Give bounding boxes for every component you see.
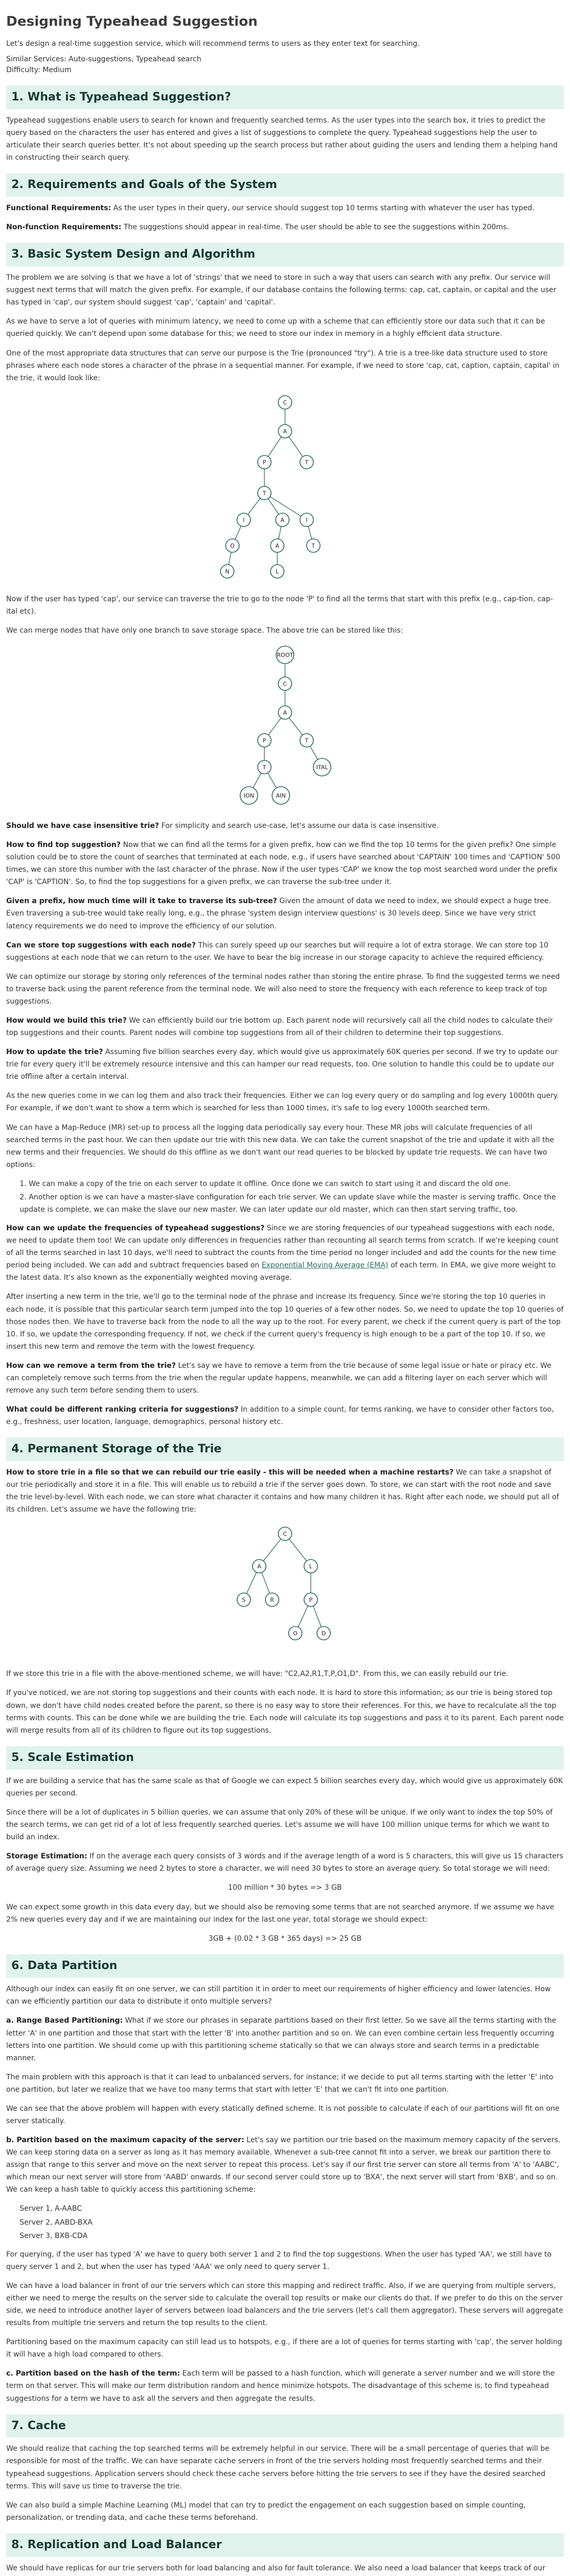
page-title: Designing Typeahead Suggestion: [6, 14, 258, 29]
svg-text:O: O: [293, 1630, 298, 1637]
trie-node: [258, 455, 271, 469]
svg-text:A: A: [257, 1563, 261, 1570]
section-heading-5: 5. Scale Estimation: [6, 1746, 564, 1770]
storage-trie-diagram: [6, 1522, 564, 1662]
trie-node: [278, 706, 292, 719]
paragraph: One of the most appropriate data structures that can serve our purpose is the Trie (pronounced "try"). A trie is a tree-like data structure used to store phrases where each node stores a character of the phrase in a sequential manner. For example, if we need to store 'cap, cat, caption, captain, capital' in the trie, it would look like:: [6, 349, 560, 382]
svg-text:ITAL: ITAL: [316, 764, 328, 771]
label: How can we update the frequencies of typeahead suggestions?: [6, 1224, 265, 1233]
svg-text:N: N: [225, 568, 230, 575]
section-heading-7: 7. Cache: [6, 2414, 564, 2438]
svg-text:I: I: [243, 516, 245, 523]
paragraph: Partitioning based on the maximum capacity can still lead us to hotspots, e.g., if there are a lot of queries for terms starting with 'cap', the server holding it will have a high load compared to others.: [6, 2338, 562, 2359]
svg-text:A: A: [275, 542, 279, 549]
paragraph: After inserting a new term in the trie, we'll go to the terminal node of the phrase and increase its frequency. Since we're storing the top 10 queries in each node, it is possible that this particular search term jumped into the top 10 queries of a few other nodes. So, we need to update the top 10 queries of those nodes then. We have to traverse back from the node to all the way up to the root. For every parent, we check if the current query is part of the top 10. If so, we update the corresponding frequency. If not, we check if the current query's frequency is high enough to be a part of the top 10. If so, we insert this new term and remove the term with the lowest frequency.: [6, 1293, 564, 1351]
label: Should we have case insensitive trie?: [6, 821, 159, 830]
trie-node: [265, 1593, 279, 1606]
difficulty: Difficulty: Medium: [6, 66, 72, 75]
label: How to update the trie?: [6, 1048, 103, 1057]
paragraph: How to store trie in a file so that we can rebuild our trie easily - this will be needed when a machine restarts? We can take a snapshot of our trie periodically and store it in a file. This will enable us to rebuild a trie if the server goes down. To store, we can start with the root node and save the trie level-by-level. With each node, we can store what character it contains and how many children it has. Right after each node, we should put all of its children. Let's assume we have the following trie:: [6, 1468, 559, 1514]
paragraph: Storage Estimation: If on the average each query consists of 3 words and if the average length of a word is 5 characters, this will give us 15 characters of average query size. Assuming we need 2 bytes to store a character, we will need 30 bytes to store an average query. So total storage we will need:: [6, 1852, 563, 1873]
label: How would we build this trie?: [6, 1016, 127, 1025]
paragraph: We should have replicas for our trie servers both for load balancing and also for fault tolerance. We also need a load balancer that keeps track of our: [6, 2564, 546, 2572]
trie-node: [272, 787, 290, 804]
label: Given a prefix, how much time will it take to traverse its sub-tree?: [6, 897, 277, 906]
svg-text:AIN: AIN: [276, 792, 286, 799]
svg-text:P: P: [262, 459, 266, 466]
merged-trie-svg: [187, 643, 383, 814]
svg-text:D: D: [321, 1630, 326, 1637]
paragraph: We can expect some growth in this data every day, but we should also be removing some terms that are not searched anymore. If we assume we have 2% new queries every day and if we are maintaining our index for the last one year, total storage we should expect:: [6, 1903, 555, 1924]
label: c. Partition based on the hash of the term:: [6, 2369, 180, 2378]
label: Can we store top suggestions with each node?: [6, 941, 196, 950]
svg-text:T: T: [262, 489, 266, 497]
paragraph: We can optimize our storage by storing only references of the terminal nodes rather than storing the entire phrase. To find the suggested terms we need to traverse back using the parent reference from the terminal node. We will also need to store the frequency with each reference to keep track of top suggestions.: [6, 972, 560, 1006]
server-range-list: [6, 2202, 564, 2242]
label: How can we remove a term from the trie?: [6, 1361, 176, 1370]
paragraph: We can have a load balancer in front of our trie servers which can store this mapping and redirect traffic. Also, if we are querying from multiple servers, either we need to merge the results on the server side to calculate the overall top results or make our clients do that. If we prefer to do this on the server side, we need to introduce another layer of servers between load balancers and the trie servers (let's call them aggregator). These servers will aggregate results from multiple trie servers and return the top results to the client.: [6, 2281, 563, 2328]
svg-text:C: C: [283, 399, 287, 406]
paragraph: If we are building a service that has the same scale as that of Google we can expect 5 billion searches every day, which would give us approximately 60K queries per second.: [6, 1776, 563, 1798]
trie-node: [271, 539, 284, 552]
paragraph: Now if the user has typed 'cap', our service can traverse the trie to go to the node 'P' to find all the terms that start with this prefix (e.g., cap-tion, cap-ital etc).: [6, 595, 554, 616]
storage-formula: 100 million * 30 bytes => 3 GB: [228, 1884, 342, 1892]
paragraph: If we store this trie in a file with the above-mentioned scheme, we will have: "C2,A2,R1,T,P,O1,D". From this, we can easily rebuild our trie.: [6, 1670, 509, 1679]
trie-node: [258, 486, 271, 500]
svg-text:A: A: [280, 516, 284, 523]
label: b. Partition based on the maximum capacity of the server:: [6, 2136, 244, 2145]
trie-node: [289, 1626, 302, 1640]
trie-node: [237, 513, 250, 527]
svg-text:T: T: [311, 542, 315, 549]
paragraph: We can also build a simple Machine Learning (ML) model that can try to predict the engagement on each suggestion based on simple counting, personalization, or trending data, and cache these terms beforehand.: [6, 2501, 526, 2522]
svg-text:R: R: [270, 1597, 274, 1604]
trie-node: [278, 1527, 292, 1540]
trie-node: [304, 1560, 317, 1573]
paragraph: Typeahead suggestions enable users to search for known and frequently searched terms. As the user types into the search box, it tries to predict the query based on the characters the user has entered and gives a list of suggestions to complete the query. Typeahead suggestions help the user to articulate their search queries better. It's not about speeding up the search process but rather about guiding the users and lending them a helping hand in constructing their search query.: [6, 116, 558, 162]
svg-text:T: T: [305, 459, 309, 466]
growth-formula: 3GB + (0.02 * 3 GB * 365 days) => 25 GB: [208, 1935, 362, 1943]
trie-node: [258, 734, 271, 747]
label: a. Range Based Partitioning:: [6, 2016, 123, 2025]
trie-diagram: [6, 391, 564, 587]
trie-node: [300, 734, 313, 747]
paragraph: The main problem with this approach is that it can lead to unbalanced servers, for instance; if we decide to put all terms starting with the letter 'E' into one partition, but later we realize that we have too many terms that start with letter 'E' that we can't fit into one partition.: [6, 2073, 554, 2094]
merged-trie-diagram: [6, 643, 564, 814]
svg-text:O: O: [230, 542, 235, 549]
paragraph: Although our index can easily fit on one server, we can still partition it in order to meet our requirements of higher efficiency and lower latencies. How can we efficiently partition our data to distribute it onto multiple servers?: [6, 1985, 551, 2006]
list-item: Server 3, BXB-CDA: [20, 2231, 88, 2240]
section-heading-6: 6. Data Partition: [6, 1954, 564, 1978]
trie-node: [317, 1626, 330, 1640]
svg-text:P: P: [309, 1597, 313, 1604]
label: How to store trie in a file so that we can rebuild our trie easily - this will be needed when a machine restarts?: [6, 1468, 454, 1477]
trie-node: [278, 677, 292, 690]
trie-svg: [187, 391, 383, 587]
update-options-list: [6, 1178, 564, 1216]
list-item: 1. We can make a copy of the trie on each server to update it offline. Once done we can switch to start using it and discard the old one.: [20, 1179, 511, 1188]
lead-text: Let's design a real-time suggestion service, which will recommend terms to users as they enter text for searching.: [6, 39, 420, 48]
svg-text:S: S: [242, 1597, 246, 1604]
svg-text:P: P: [262, 737, 266, 744]
paragraph: We should realize that caching the top searched terms will be extremely helpful in our service. There will be a small percentage of queries that will be responsible for most of the traffic. We can have separate cache servers in front of the trie servers holding most frequently searched terms and their typeahead suggestions. Application servers should check these cache servers before hitting the trie servers to see if they have the desired searched terms. This will save us time to traverse the trie.: [6, 2445, 550, 2490]
trie-node: [237, 1593, 250, 1606]
svg-text:C: C: [283, 1531, 287, 1538]
paragraph: What could be different ranking criteria for suggestions? In addition to a simple count, for terms ranking, we have to consider other factors too, e.g., freshness, user location, language, demographics, personal history etc.: [6, 1405, 554, 1427]
trie-node: [253, 1560, 266, 1573]
svg-text:L: L: [275, 568, 279, 575]
paragraph: a. Range Based Partitioning: What if we store our phrases in separate partitions based on their first letter. So we save all the terms starting with the letter 'A' in one partition and those that start with the letter 'B' into another partition and so on. We can even combine certain less frequently occurring letters into one partition. We should come up with this partitioning scheme statically so that we can always store and search terms in a predictable manner.: [6, 2016, 557, 2062]
similar-services: Similar Services: Auto-suggestions, Typeahead search: [6, 55, 202, 63]
svg-text:ROOT: ROOT: [277, 651, 293, 658]
trie-node: [300, 513, 313, 527]
list-item: 2. Another option is we can have a master-slave configuration for each trie server. We can update slave while the master is serving traffic. Once the update is complete, we can make the slave our new master. We can later update our old master, which can then start serving traffic, too.: [20, 1193, 556, 1214]
paragraph: We can see that the above problem will happen with every statically defined scheme. It is not possible to calculate if each of our partitions will fit on one server statically.: [6, 2104, 560, 2126]
paragraph: How would we build this trie? We can efficiently build our trie bottom up. Each parent node will recursively call all the child nodes to calculate their top suggestions and their counts. Parent nodes will combine top suggestions from all of their children to determine their top suggestions.: [6, 1016, 553, 1038]
svg-text:ION: ION: [243, 792, 255, 799]
label: What could be different ranking criteria for suggestions?: [6, 1405, 239, 1414]
paragraph: Can we store top suggestions with each node? This can surely speed up our searches but will require a lot of extra storage. We can store top 10 suggestions at each node that we can return to the user. We have to bear the big increase in our storage capacity to achieve the required efficiency.: [6, 941, 549, 962]
svg-text:T: T: [305, 737, 309, 744]
svg-text:C: C: [283, 680, 287, 687]
svg-text:A: A: [283, 428, 287, 435]
trie-node: [276, 513, 289, 527]
paragraph: How can we remove a term from the trie? Let's say we have to remove a term from the trie because of some legal issue or hate or piracy etc. We can completely remove such terms from the trie when the regular update happens, meanwhile, we can add a filtering layer on each server which will remove any such term before sending them to users.: [6, 1361, 551, 1395]
paragraph: The problem we are solving is that we have a lot of 'strings' that we need to store in such a way that users can search with any prefix. Our service will suggest next terms that will match the given prefix. For example, if our database contains the following terms: cap, cat, captain, or capital and the user has typed in 'cap', our system should suggest 'cap', 'captain' and 'capital'.: [6, 274, 557, 307]
section-heading-3: 3. Basic System Design and Algorithm: [6, 243, 564, 266]
label: Storage Estimation:: [6, 1852, 88, 1861]
trie-node: [276, 646, 294, 664]
label: How to find top suggestion?: [6, 841, 121, 850]
paragraph: How can we update the frequencies of typeahead suggestions? Since we are storing frequencies of our typeahead suggestions with each node, we need to update them too! We can update only differences in frequencies rather than recounting all search terms from scratch. If we're keeping count of all the terms searched in last 10 days, we'll need to subtract the counts from the time period no longer included and add the counts for the new time period being included. We can add and subtract frequencies based on Exponential Moving Average (EMA) of each term. In EMA, we give more weight to the latest data. It's also known as the exponentially weighted moving average.: [6, 1224, 559, 1282]
trie-node: [278, 396, 292, 409]
trie-node: [271, 565, 284, 578]
paragraph: Functional Requirements: As the user types in their query, our service should suggest top 10 terms starting with whatever the user has typed.: [6, 204, 534, 213]
label: Non-function Requirements:: [6, 223, 122, 232]
svg-text:A: A: [283, 709, 287, 716]
trie-node: [304, 1593, 317, 1606]
paragraph: Should we have case insensitive trie? For simplicity and search use-case, let's assume our data is case insensitive.: [6, 821, 439, 830]
paragraph: Non-function Requirements: The suggestions should appear in real-time. The user should be able to see the suggestions within 200ms.: [6, 223, 509, 232]
storage-trie-svg: [208, 1522, 362, 1662]
paragraph: Since there will be a lot of duplicates in 5 billion queries, we can assume that only 20% of these will be unique. If we only want to index the top 50% of the search terms, we can get rid of a lot of less frequently searched queries. Let's assume we will have 100 million unique terms for which we want to build an index.: [6, 1808, 553, 1841]
ema-link[interactable]: Exponential Moving Average (EMA): [261, 1261, 389, 1270]
section-heading-4: 4. Permanent Storage of the Trie: [6, 1437, 564, 1461]
paragraph: Given a prefix, how much time will it take to traverse its sub-tree? Given the amount of data we need to index, we should expect a huge tree. Even traversing a sub-tree would take really long, e.g., the phrase 'system design interview questions' is 30 levels deep. Since we have very strict latency requirements we do need to improve the efficiency of our solution.: [6, 897, 551, 930]
paragraph: How to find top suggestion? Now that we can find all the terms for a given prefix, how can we find the top 10 terms for the given prefix? One simple solution could be to store the count of searches that terminated at each node, e.g., if users have searched about 'CAPTAIN' 100 times and 'CAPTION' 500 times, we can store this number with the last character of the phrase. Now if the user types 'CAP' we know the top most searched word under the prefix 'CAP' is 'CAPTION'. So, to find the top suggestions for a given prefix, we can traverse the sub-tree under it.: [6, 841, 560, 887]
trie-node: [258, 760, 271, 774]
trie-node: [240, 787, 258, 804]
paragraph: b. Partition based on the maximum capacity of the server: Let's say we partition our trie based on the maximum memory capacity of the servers. We can keep storing data on a server as long as it has memory available. Whenever a sub-tree cannot fit into a server, we break our partition there to assign that range to this server and move on the next server to repeat this process. Let's say if our first trie server can store all terms from 'A' to 'AABC', which mean our next server will store from 'AABD' onwards. If our second server could store up to 'BXA', the next server will start from 'BXB', and so on. We can keep a hash table to quickly access this partitioning scheme:: [6, 2136, 561, 2194]
paragraph: We can have a Map-Reduce (MR) set-up to process all the logging data periodically say every hour. These MR jobs will calculate frequencies of all searched terms in the past hour. We can then update our trie with this new data. We can take the current snapshot of the trie and update it with all the new terms and their frequencies. We should do this offline as we don't want our read queries to be blocked by update trie requests. We can have two options:: [6, 1123, 555, 1169]
paragraph: We can merge nodes that have only one branch to save storage space. The above trie can be stored like this:: [6, 626, 403, 635]
svg-text:L: L: [309, 1563, 313, 1570]
list-item: Server 1, A-AABC: [20, 2205, 82, 2213]
svg-text:I: I: [306, 516, 308, 523]
paragraph: c. Partition based on the hash of the term: Each term will be passed to a hash function, which will generate a server number and we will store the term on that server. This will make our term distribution random and hence minimize hotspots. The disadvantage of this scheme is, to find typeahead suggestions for a term we have to ask all the servers and then aggregate the results.: [6, 2369, 555, 2403]
label: Functional Requirements:: [6, 204, 111, 213]
section-heading-2: 2. Requirements and Goals of the System: [6, 173, 564, 197]
paragraph: For querying, if the user has typed 'A' we have to query both server 1 and 2 to find the top suggestions. When the user has typed 'AA', we still have to query server 1 and 2, but when the user has typed 'AAA' we only need to query server 1.: [6, 2250, 552, 2271]
svg-text:T: T: [262, 764, 266, 771]
paragraph: How to update the trie? Assuming five billion searches every day, which would give us approximately 60K queries per second. If we try to update our trie for every query it'll be extremely resource intensive and this can hamper our read requests, too. One solution to handle this could be to update our trie offline after a certain interval.: [6, 1048, 558, 1081]
paragraph: As we have to serve a lot of queries with minimum latency, we need to come up with a scheme that can efficiently store our data such that it can be queried quickly. We can't depend upon some database for this; we need to store our index in memory in a highly efficient data structure.: [6, 317, 545, 338]
trie-node: [226, 539, 239, 552]
trie-node: [278, 425, 292, 438]
list-item: Server 2, AABD-BXA: [20, 2218, 93, 2227]
section-heading-8: 8. Replication and Load Balancer: [6, 2533, 564, 2557]
trie-node: [221, 565, 234, 578]
trie-node: [313, 758, 331, 776]
section-heading-1: 1. What is Typeahead Suggestion?: [6, 86, 564, 109]
paragraph: As the new queries come in we can log them and also track their frequencies. Either we can log every query or do sampling and log every 1000th query. For example, if we don't want to show a term which is searched for less than 1000 times, it's safe to log every 1000th searched term.: [6, 1092, 559, 1113]
trie-node: [300, 455, 313, 469]
paragraph: If you've noticed, we are not storing top suggestions and their counts with each node. It is hard to store this information; as our trie is being stored top down, we don't have child nodes created before the parent, so there is no easy way to store their references. For this, we have to recalculate all the top terms with counts. This can be done while we are building the trie. Each node will calculate its top suggestions and pass it to its parent. Each parent node will merge results from all of its children to figure out its top suggestions.: [6, 1689, 564, 1735]
trie-node: [307, 539, 320, 552]
